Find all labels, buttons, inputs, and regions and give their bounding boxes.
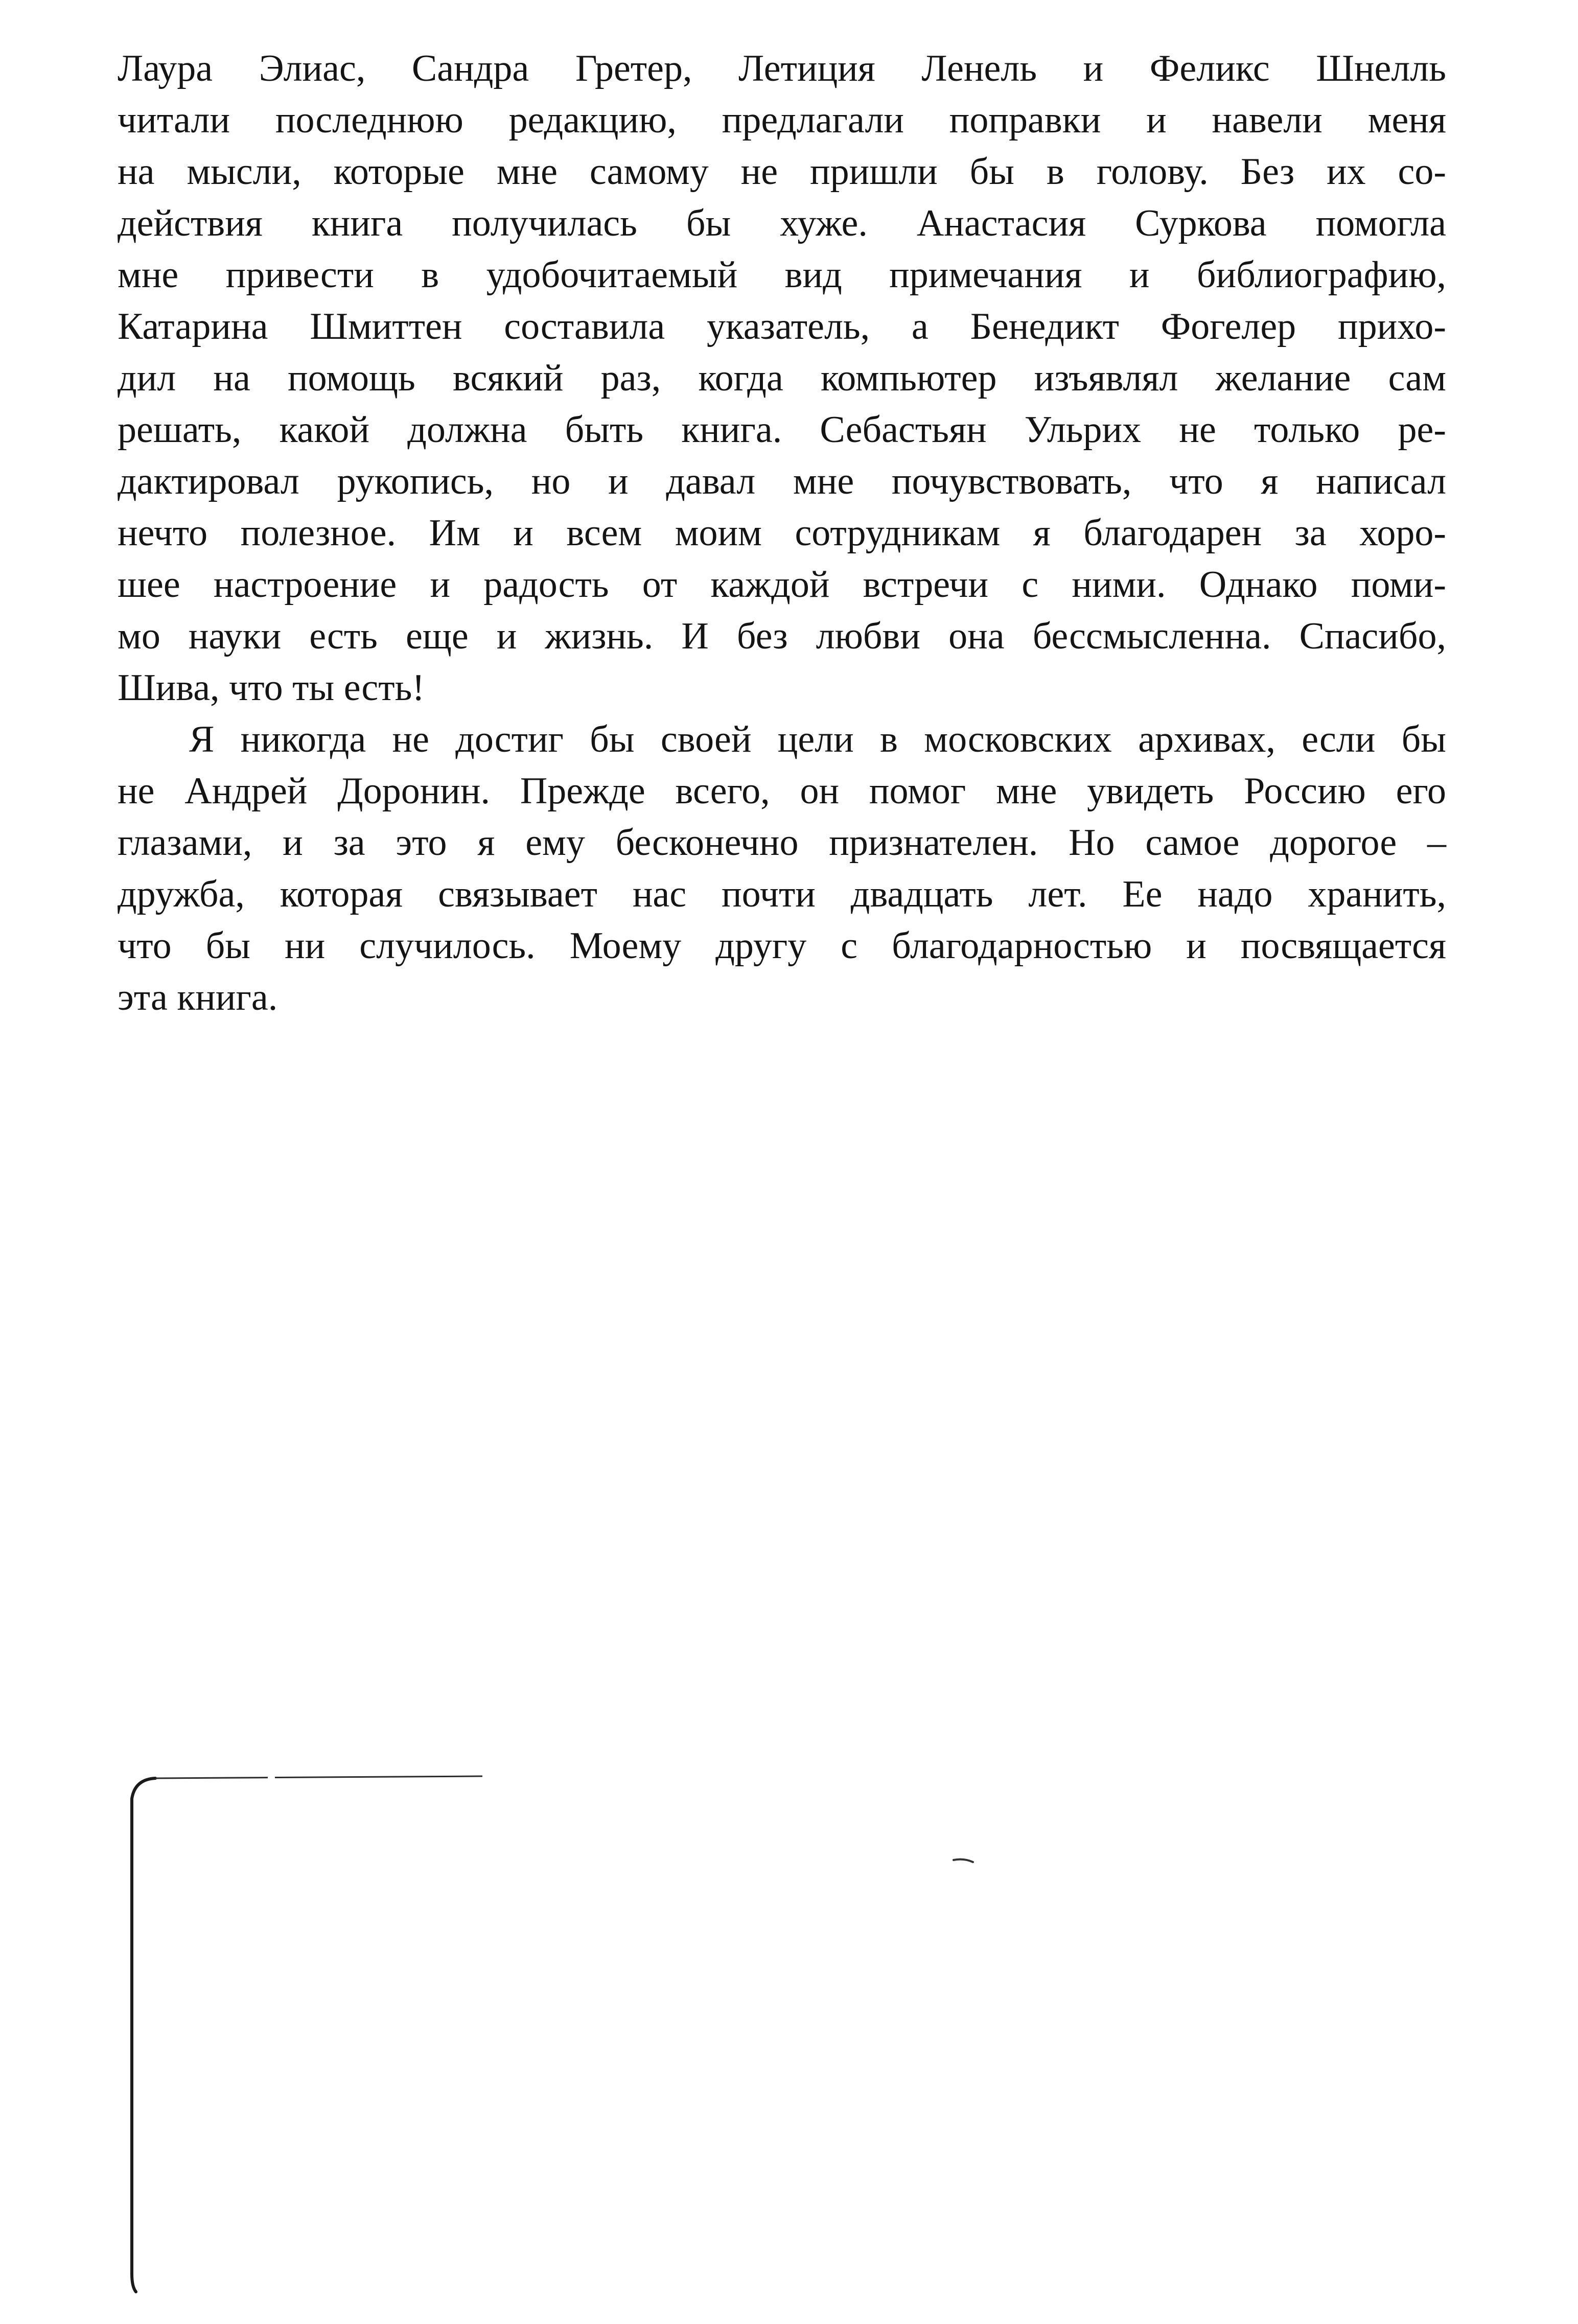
text-line: дил на помощь всякий раз, когда компьютер изъявлял желание сам	[118, 357, 1446, 399]
text-line: мне привести в удобочитаемый вид примечания и библиографию,	[118, 254, 1446, 296]
text-line: не Андрей Доронин. Прежде всего, он помог мне увидеть Россию его	[118, 770, 1446, 812]
text-line: эта книга.	[118, 977, 278, 1018]
text-line: дружба, которая связывает нас почти двадцать лет. Ее надо хранить,	[118, 873, 1446, 915]
text-line: дактировал рукопись, но и давал мне почувствовать, что я написал	[118, 460, 1446, 502]
text-line: Лаура Элиас, Сандра Гретер, Летиция Ленель и Феликс Шнелль	[118, 48, 1446, 89]
paragraph-dedication	[118, 714, 1446, 1024]
scan-corner-mark	[125, 1768, 636, 2294]
text-line: нечто полезное. Им и всем моим сотрудникам я благодарен за хоро-	[118, 512, 1446, 554]
text-line: решать, какой должна быть книга. Себастьян Ульрих не только ре-	[118, 409, 1446, 451]
text-line: что бы ни случилось. Моему другу с благодарностью и посвящается	[118, 925, 1446, 967]
scan-speck	[950, 1855, 981, 1870]
text-line: шее настроение и радость от каждой встречи с ними. Однако поми-	[118, 564, 1446, 606]
text-line: глазами, и за это я ему бесконечно признателен. Но самое дорогое –	[118, 822, 1446, 864]
paragraph-acknowledgements	[118, 43, 1446, 714]
body-text	[118, 43, 1446, 1024]
text-line: Я никогда не достиг бы своей цели в московских архивах, если бы	[189, 718, 1446, 760]
text-line: читали последнюю редакцию, предлагали поправки и навели меня	[118, 99, 1446, 141]
text-line: мо науки есть еще и жизнь. И без любви она бессмысленна. Спасибо,	[118, 615, 1446, 657]
text-line: действия книга получилась бы хуже. Анастасия Суркова помогла	[118, 202, 1446, 244]
text-line: на мысли, которые мне самому не пришли бы в голову. Без их со-	[118, 151, 1446, 193]
text-line: Шива, что ты есть!	[118, 667, 425, 709]
text-line: Катарина Шмиттен составила указатель, а Бенедикт Фогелер прихо-	[118, 306, 1446, 347]
